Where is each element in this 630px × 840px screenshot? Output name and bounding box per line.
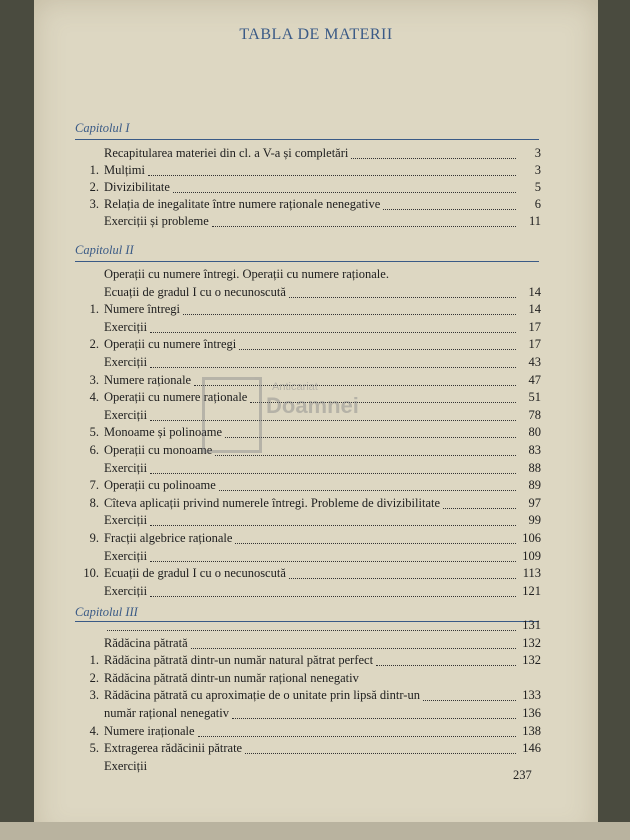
dot-leader xyxy=(150,472,516,474)
toc-entry xyxy=(78,302,541,319)
dot-leader xyxy=(289,296,516,298)
toc-entry-page: 121 xyxy=(522,583,541,598)
page-edge xyxy=(0,822,630,840)
toc-entry xyxy=(78,653,541,670)
toc-entry xyxy=(78,724,541,741)
dot-leader xyxy=(150,560,516,562)
toc-entry-title: Exerciții xyxy=(104,513,148,528)
toc-entry-page: 51 xyxy=(528,390,541,405)
page-number: 237 xyxy=(513,768,532,782)
toc-entry-page: 6 xyxy=(534,197,541,211)
toc-entry xyxy=(78,706,541,723)
dot-leader xyxy=(107,629,516,631)
toc-entry xyxy=(78,513,541,530)
toc-entry-title: Extragerea rădăcinii pătrate xyxy=(104,741,243,756)
toc-entry-page: 146 xyxy=(522,741,541,756)
toc-entry-page: 99 xyxy=(528,513,541,528)
toc-entry-number: 2. xyxy=(89,337,99,352)
toc-entry-page: 132 xyxy=(522,653,541,668)
toc-entry-page: 88 xyxy=(528,460,541,475)
page-title: TABLA DE MATERII xyxy=(239,26,393,43)
chapter-heading-3: Capitolul III xyxy=(75,605,138,619)
toc-entry-page: 17 xyxy=(528,337,541,352)
toc-entry-number: 5. xyxy=(89,741,99,756)
toc-entry-page: 17 xyxy=(528,319,541,334)
toc-entry-page: 113 xyxy=(522,566,541,581)
toc-entry xyxy=(78,373,541,390)
toc-entry-number: 8. xyxy=(89,495,99,510)
dot-leader xyxy=(173,191,516,193)
dot-leader xyxy=(383,208,516,210)
dot-leader xyxy=(225,436,516,438)
toc-entry xyxy=(78,618,541,635)
toc-entry xyxy=(78,531,541,548)
toc-entry-title: Exerciții și probleme xyxy=(104,214,209,228)
toc-entry xyxy=(78,496,541,513)
toc-entry-title: Ecuații de gradul I cu o necunoscută xyxy=(104,284,286,299)
toc-entry-title: Fracții algebrice raționale xyxy=(104,531,233,545)
toc-entry xyxy=(78,425,541,442)
toc-entry-page: 5 xyxy=(534,180,541,194)
dot-leader xyxy=(219,489,516,491)
toc-entry-page: 83 xyxy=(528,443,541,457)
dot-leader xyxy=(148,174,516,176)
toc-entry-number: 6. xyxy=(89,443,99,457)
dot-leader xyxy=(194,384,516,386)
toc-entry xyxy=(78,478,541,495)
toc-entry-number: 1. xyxy=(89,302,99,317)
chapter-rule-1 xyxy=(75,139,539,140)
toc-entry-title: Exerciții xyxy=(104,319,148,334)
toc-entry-title: Rădăcina pătrată dintr-un număr rațional nenegativ xyxy=(104,670,359,685)
toc-entry-page: 138 xyxy=(522,723,541,738)
dot-leader xyxy=(250,401,516,403)
toc-entry-title: Mulțimi xyxy=(104,163,145,177)
watermark-text: Doamnei xyxy=(266,393,359,418)
book-page xyxy=(34,0,598,840)
toc-entry-title: Ecuații de gradul I cu o necunoscută xyxy=(104,566,286,581)
toc-entry xyxy=(78,566,541,583)
dot-leader xyxy=(376,664,516,666)
chapter-heading-1: Capitolul I xyxy=(75,121,130,135)
toc-entry-page: 47 xyxy=(528,372,541,387)
toc-entry-page: 106 xyxy=(522,531,541,545)
toc-entry-page: 11 xyxy=(528,214,541,228)
toc-entry xyxy=(78,584,541,601)
toc-entry-number: 2. xyxy=(89,670,99,685)
toc-entry-title: Operații cu numere întregi xyxy=(104,337,237,352)
dot-leader xyxy=(212,225,516,227)
toc-entry-number: 1. xyxy=(89,163,99,177)
toc-entry-page: 136 xyxy=(522,706,541,720)
toc-entry-title: Operații cu polinoame xyxy=(104,478,216,493)
dot-leader xyxy=(423,699,516,701)
toc-entry-title: Exerciții xyxy=(104,548,148,563)
toc-entry-title: Exerciții xyxy=(104,355,148,369)
dot-leader xyxy=(289,577,516,579)
toc-entry-number: 1. xyxy=(89,653,99,668)
toc-entry-title: Exerciții xyxy=(104,407,148,422)
dot-leader xyxy=(245,752,516,754)
toc-entry-number: 3. xyxy=(89,197,99,211)
dot-leader xyxy=(150,366,516,368)
toc-entry xyxy=(78,671,541,688)
toc-entry-page: 78 xyxy=(528,407,541,422)
toc-entry-title: Operații cu numere întregi. Operații cu numere raționale. xyxy=(104,267,389,281)
toc-entry-title: Rădăcina pătrată dintr-un număr natural pătrat perfect xyxy=(104,653,374,668)
toc-entry xyxy=(78,355,541,372)
dot-leader xyxy=(198,735,516,737)
toc-entry xyxy=(78,408,541,425)
toc-entry xyxy=(78,688,541,705)
dot-leader xyxy=(232,717,516,719)
toc-entry-number: 2. xyxy=(89,180,99,194)
toc-entry xyxy=(78,337,541,354)
toc-entry xyxy=(78,197,541,214)
toc-entry-page: 97 xyxy=(528,495,541,510)
toc-entry-title: Operații cu numere raționale xyxy=(104,390,248,405)
toc-entry-title: Exerciții xyxy=(104,460,148,475)
toc-entry-number: 3. xyxy=(89,688,99,703)
toc-entry-number: 3. xyxy=(89,372,99,387)
dot-leader xyxy=(351,157,516,159)
toc-entry-title: Cîteva aplicații privind numerele întregi. Probleme de divizibilitate xyxy=(104,495,441,510)
toc-entry xyxy=(78,180,541,197)
toc-entry xyxy=(78,443,541,460)
toc-entry-page: 14 xyxy=(528,302,541,317)
toc-entry-number: 7. xyxy=(89,478,99,493)
toc-entry xyxy=(78,759,541,776)
toc-entry-page: 3 xyxy=(534,163,541,177)
toc-entry-title: Operații cu monoame xyxy=(104,443,213,457)
toc-entry xyxy=(78,285,541,302)
dot-leader xyxy=(150,331,516,333)
toc-entry-title: Divizibilitate xyxy=(104,180,170,194)
toc-entry-title: Exerciții xyxy=(104,758,148,773)
chapter-rule-2 xyxy=(75,261,539,262)
dot-leader xyxy=(235,542,516,544)
toc-entry-title: Exerciții xyxy=(104,583,148,598)
toc-entry-number: 9. xyxy=(89,531,99,545)
toc-entry xyxy=(78,214,541,231)
toc-entry-page: 80 xyxy=(528,425,541,440)
toc-entry-title: Numere raționale xyxy=(104,372,192,387)
dot-leader xyxy=(183,313,516,315)
toc-entry xyxy=(78,146,541,163)
toc-entry-title: Numere întregi xyxy=(104,302,181,317)
toc-entry xyxy=(78,267,541,284)
dot-leader xyxy=(215,454,516,456)
toc-entry-page: 3 xyxy=(534,146,541,160)
toc-entry xyxy=(78,741,541,758)
dot-leader xyxy=(191,647,516,649)
toc-entry-page: 14 xyxy=(528,284,541,299)
toc-entry-title: Rădăcina pătrată cu aproximație de o unitate prin lipsă dintr-un xyxy=(104,688,420,703)
toc-entry-page: 109 xyxy=(522,548,541,563)
toc-entry-title: Monoame și polinoame xyxy=(104,425,223,440)
dot-leader xyxy=(150,419,516,421)
toc-entry-title: Rădăcina pătrată xyxy=(104,635,188,650)
toc-entry xyxy=(78,320,541,337)
toc-entry-page: 89 xyxy=(528,478,541,493)
dot-leader xyxy=(239,348,516,350)
dot-leader xyxy=(150,595,516,597)
toc-entry xyxy=(78,549,541,566)
toc-entry-number: 5. xyxy=(89,425,99,440)
toc-entry xyxy=(78,390,541,407)
toc-entry-page: 43 xyxy=(528,355,541,369)
toc-entry-number: 4. xyxy=(89,723,99,738)
toc-entry xyxy=(78,461,541,478)
toc-entry xyxy=(78,163,541,180)
toc-entry-page: 133 xyxy=(522,688,541,703)
toc-entry-number: 10. xyxy=(83,566,99,581)
toc-entry-title: Recapitularea materiei din cl. a V-a și completări xyxy=(104,146,349,160)
toc-entry xyxy=(78,636,541,653)
dot-leader xyxy=(150,524,516,526)
chapter-heading-2: Capitolul II xyxy=(75,243,134,257)
toc-entry-title: număr rațional nenegativ xyxy=(104,706,229,720)
toc-entry-title: Relația de inegalitate între numere raționale nenegative xyxy=(104,197,381,211)
dot-leader xyxy=(443,507,516,509)
toc-entry-title: Numere iraționale xyxy=(104,723,195,738)
toc-entry-number: 4. xyxy=(89,390,99,405)
toc-entry-page: 132 xyxy=(522,635,541,650)
toc-entry-page: 131 xyxy=(522,618,541,632)
watermark-subtext: Anticariat xyxy=(272,381,318,393)
